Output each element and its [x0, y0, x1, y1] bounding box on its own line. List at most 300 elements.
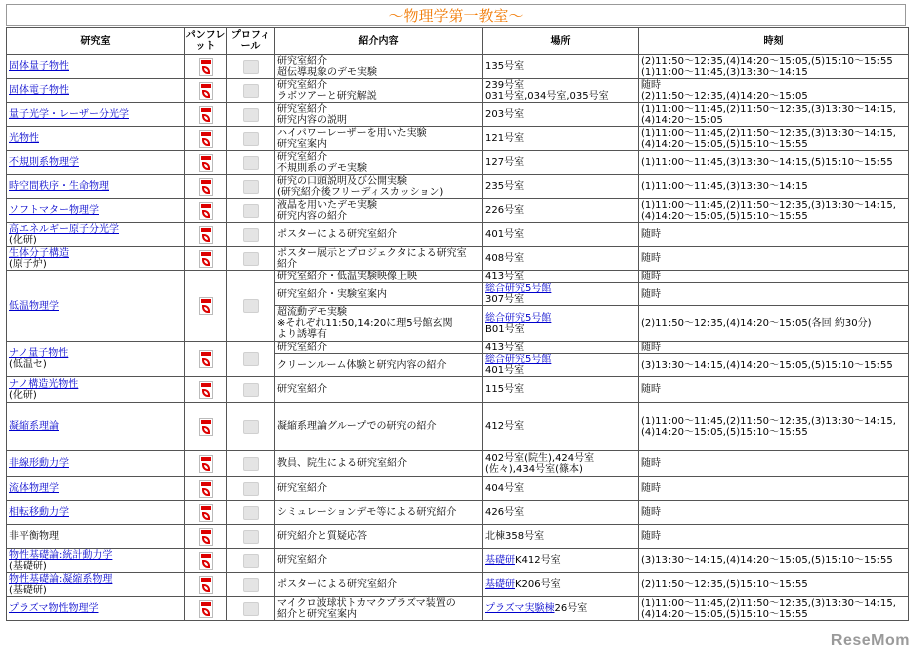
- intro-cell: [275, 55, 483, 79]
- lab-affiliation: (基礎研): [9, 584, 47, 596]
- lab-cell: [7, 451, 185, 477]
- intro-line: 研究室紹介: [277, 555, 327, 566]
- time-line: 随時: [641, 531, 661, 542]
- intro-cell: [275, 199, 483, 223]
- profile-icon[interactable]: [243, 602, 259, 616]
- lab-link[interactable]: ソフトマター物理学: [9, 205, 99, 216]
- header-time: 時刻: [639, 28, 909, 55]
- lab-cell: [7, 501, 185, 525]
- lab-affiliation: (基礎研): [9, 560, 47, 572]
- profile-icon[interactable]: [243, 530, 259, 544]
- pdf-icon[interactable]: [199, 600, 213, 618]
- intro-cell: [275, 342, 483, 354]
- intro-line: 研究室紹介: [277, 55, 327, 67]
- intro-line: マイクロ波球状トカマクプラズマ装置の: [277, 597, 456, 609]
- pamphlet-cell: [185, 477, 227, 501]
- profile-icon[interactable]: [243, 252, 259, 266]
- pamphlet-cell: [185, 79, 227, 103]
- place-cell: [483, 597, 639, 621]
- pdf-icon[interactable]: [199, 480, 213, 498]
- pdf-icon[interactable]: [199, 82, 213, 100]
- place-cell: [483, 573, 639, 597]
- table-row: [7, 377, 909, 403]
- profile-cell: [227, 342, 275, 377]
- lab-affiliation: (化研): [9, 389, 37, 401]
- intro-cell: [275, 306, 483, 342]
- time-cell: [639, 597, 909, 621]
- profile-cell: [227, 501, 275, 525]
- table-row: [7, 271, 909, 283]
- pamphlet-cell: [185, 199, 227, 223]
- intro-line: 研究の口頭説明及び公開実験: [277, 175, 407, 187]
- lab-link[interactable]: プラズマ物性物理学: [9, 603, 99, 614]
- place-link[interactable]: 基礎研: [485, 555, 515, 566]
- pdf-icon[interactable]: [199, 528, 213, 546]
- intro-line: より誘導有: [277, 329, 327, 340]
- table-row: [7, 451, 909, 477]
- profile-cell: [227, 271, 275, 342]
- lab-cell: [7, 573, 185, 597]
- table-row: [7, 127, 909, 151]
- lab-link[interactable]: ナノ量子物性: [9, 348, 69, 359]
- place-room: K412号室: [515, 555, 561, 566]
- time-cell: [639, 223, 909, 247]
- lab-cell: [7, 79, 185, 103]
- place-room: 135号室: [485, 61, 525, 72]
- pdf-icon[interactable]: [199, 576, 213, 594]
- pamphlet-cell: [185, 501, 227, 525]
- intro-cell: [275, 525, 483, 549]
- profile-icon[interactable]: [243, 132, 259, 146]
- lab-link[interactable]: 凝縮系理論: [9, 421, 59, 432]
- time-line: 随時: [641, 458, 661, 469]
- place-cell: [483, 377, 639, 403]
- pdf-icon[interactable]: [199, 250, 213, 268]
- place-room: 412号室: [485, 421, 525, 432]
- lab-cell: [7, 199, 185, 223]
- lab-cell: [7, 223, 185, 247]
- profile-icon[interactable]: [243, 108, 259, 122]
- time-cell: [639, 451, 909, 477]
- lab-link[interactable]: 物性基礎論:凝縮系物理: [9, 573, 113, 585]
- time-cell: [639, 79, 909, 103]
- place-cell: [483, 271, 639, 283]
- profile-cell: [227, 199, 275, 223]
- time-cell: [639, 342, 909, 354]
- time-line: (1)11:00～11:45,(3)13:30～14:15,(5)15:10～15:55: [641, 157, 893, 168]
- profile-cell: [227, 451, 275, 477]
- intro-cell: [275, 377, 483, 403]
- intro-cell: [275, 79, 483, 103]
- intro-cell: [275, 151, 483, 175]
- time-line: (3)13:30～14:15,(4)14:20～15:05,(5)15:10～15:55: [641, 359, 893, 371]
- place-room: 408号室: [485, 253, 525, 264]
- profile-icon[interactable]: [243, 204, 259, 218]
- profile-icon[interactable]: [243, 554, 259, 568]
- time-cell: [639, 477, 909, 501]
- place-room: 239号室: [485, 79, 525, 91]
- time-line: 随時: [641, 253, 661, 264]
- time-line: (1)11:00～11:45,(2)11:50～12:35,(3)13:30～14:15,: [641, 199, 896, 211]
- place-cell: [483, 451, 639, 477]
- table-row: [7, 151, 909, 175]
- profile-cell: [227, 549, 275, 573]
- lab-link[interactable]: 物性基礎論:統計動力学: [9, 549, 113, 561]
- time-cell: [639, 501, 909, 525]
- intro-line: ラボツアーと研究解説: [277, 90, 377, 102]
- intro-line: 研究室紹介・実験室案内: [277, 288, 387, 300]
- place-room: 121号室: [485, 133, 525, 144]
- pdf-icon[interactable]: [199, 350, 213, 368]
- time-cell: [639, 247, 909, 271]
- pamphlet-cell: [185, 127, 227, 151]
- place-cell: [483, 175, 639, 199]
- header-lab: 研究室: [7, 28, 185, 55]
- time-line: 随時: [641, 288, 661, 300]
- time-cell: [639, 175, 909, 199]
- lab-link[interactable]: 高エネルギー原子分光学: [9, 223, 119, 235]
- place-room: 307号室: [485, 294, 525, 305]
- intro-cell: [275, 283, 483, 306]
- place-cell: [483, 549, 639, 573]
- table-row: [7, 342, 909, 354]
- time-cell: [639, 151, 909, 175]
- time-cell: [639, 573, 909, 597]
- profile-cell: [227, 223, 275, 247]
- pamphlet-cell: [185, 403, 227, 451]
- place-cell: [483, 403, 639, 451]
- time-line: (4)14:20～15:05,(5)15:10～15:55: [641, 426, 808, 438]
- profile-icon[interactable]: [243, 180, 259, 194]
- table-row: [7, 223, 909, 247]
- intro-line: 紹介: [277, 258, 297, 270]
- pdf-icon[interactable]: [199, 455, 213, 473]
- intro-line: 研究紹介と質疑応答: [277, 531, 367, 542]
- pdf-icon[interactable]: [199, 154, 213, 172]
- place-cell: [483, 354, 639, 377]
- profile-cell: [227, 103, 275, 127]
- watermark-logo: ReseMom: [830, 632, 910, 649]
- place-room: 404号室: [485, 483, 525, 494]
- place-link[interactable]: 基礎研: [485, 579, 515, 590]
- place-cell: [483, 247, 639, 271]
- intro-cell: [275, 175, 483, 199]
- place-room: 115号室: [485, 384, 525, 395]
- pdf-icon[interactable]: [199, 130, 213, 148]
- table-row: [7, 597, 909, 621]
- lab-cell: [7, 175, 185, 199]
- intro-cell: [275, 223, 483, 247]
- table-row: [7, 247, 909, 271]
- lab-link[interactable]: 低温物理学: [9, 300, 59, 312]
- time-line: (2)11:50～12:35,(5)15:10～15:55: [641, 579, 808, 590]
- lab-link[interactable]: 不規則系物理学: [9, 157, 79, 168]
- pdf-icon[interactable]: [199, 418, 213, 436]
- pamphlet-cell: [185, 525, 227, 549]
- place-room: 413号室: [485, 342, 525, 353]
- pdf-icon[interactable]: [199, 381, 213, 399]
- time-line: (4)14:20～15:05,(5)15:10～15:55: [641, 138, 808, 150]
- table-row: [7, 79, 909, 103]
- time-cell: [639, 354, 909, 377]
- profile-icon[interactable]: [243, 506, 259, 520]
- lab-table: [6, 27, 909, 621]
- time-line: (1)11:00～11:45,(2)11:50～12:35,(3)13:30～14:15,: [641, 127, 896, 139]
- intro-line: 研究室紹介: [277, 79, 327, 91]
- pdf-icon[interactable]: [199, 552, 213, 570]
- intro-line: (研究紹介後フリーディスカッション): [277, 186, 444, 198]
- place-cell: [483, 223, 639, 247]
- table-row: [7, 501, 909, 525]
- place-cell: [483, 55, 639, 79]
- pdf-icon[interactable]: [199, 504, 213, 522]
- profile-cell: [227, 79, 275, 103]
- time-line: 随時: [641, 483, 661, 494]
- place-room: (佐々),434号室(篠本): [485, 463, 583, 475]
- profile-icon[interactable]: [243, 156, 259, 170]
- place-room: B01号室: [485, 323, 525, 335]
- profile-icon[interactable]: [243, 299, 259, 313]
- time-cell: [639, 283, 909, 306]
- place-cell: [483, 477, 639, 501]
- pamphlet-cell: [185, 549, 227, 573]
- table-row: [7, 525, 909, 549]
- table-row: [7, 55, 909, 79]
- intro-cell: [275, 573, 483, 597]
- place-cell: [483, 79, 639, 103]
- table-row: [7, 477, 909, 501]
- intro-cell: [275, 103, 483, 127]
- lab-link[interactable]: 固体量子物性: [9, 61, 69, 72]
- place-room: 426号室: [485, 507, 525, 518]
- lab-affiliation: (化研): [9, 234, 37, 246]
- intro-line: 凝縮系理論グループでの研究の紹介: [277, 421, 437, 432]
- header-profile: プロフィール: [227, 28, 275, 55]
- intro-line: ポスターによる研究室紹介: [277, 229, 397, 240]
- profile-cell: [227, 247, 275, 271]
- place-room: 401号室: [485, 365, 525, 376]
- lab-link[interactable]: 相転移動力学: [9, 507, 69, 518]
- pdf-icon[interactable]: [199, 202, 213, 220]
- pamphlet-cell: [185, 55, 227, 79]
- table-row: [7, 199, 909, 223]
- pdf-icon[interactable]: [199, 106, 213, 124]
- place-link[interactable]: 総合研究5号館: [485, 312, 552, 324]
- profile-cell: [227, 573, 275, 597]
- time-line: (1)11:00～11:45,(3)13:30～14:15: [641, 66, 808, 78]
- pamphlet-cell: [185, 342, 227, 377]
- pamphlet-cell: [185, 223, 227, 247]
- profile-cell: [227, 525, 275, 549]
- place-room: 413号室: [485, 271, 525, 282]
- lab-cell: [7, 525, 185, 549]
- lab-name: 非平衡物理: [9, 531, 59, 542]
- place-cell: [483, 306, 639, 342]
- intro-cell: [275, 477, 483, 501]
- header-place: 場所: [483, 28, 639, 55]
- pdf-icon[interactable]: [199, 297, 213, 315]
- time-line: (2)11:50～12:35,(4)14:20～15:05(各回 約30分): [641, 318, 872, 329]
- pamphlet-cell: [185, 597, 227, 621]
- time-line: (1)11:00～11:45,(2)11:50～12:35,(3)13:30～14:15,: [641, 415, 896, 427]
- intro-line: ※それぞれ11:50,14:20に理5号館玄関: [277, 318, 453, 329]
- intro-line: 研究室紹介: [277, 483, 327, 494]
- pdf-icon[interactable]: [199, 178, 213, 196]
- place-link[interactable]: プラズマ実験棟: [485, 603, 555, 614]
- intro-line: 液晶を用いたデモ実験: [277, 199, 377, 211]
- lab-link[interactable]: 量子光学・レーザー分光学: [9, 109, 129, 120]
- place-cell: [483, 501, 639, 525]
- lab-cell: [7, 477, 185, 501]
- header-row: [7, 28, 909, 55]
- table-row: [7, 403, 909, 451]
- lab-cell: [7, 151, 185, 175]
- pamphlet-cell: [185, 247, 227, 271]
- profile-cell: [227, 477, 275, 501]
- time-line: 随時: [641, 384, 661, 395]
- intro-line: 研究室紹介: [277, 342, 327, 353]
- intro-cell: [275, 549, 483, 573]
- lab-cell: [7, 127, 185, 151]
- place-room: 203号室: [485, 109, 525, 120]
- pdf-icon[interactable]: [199, 58, 213, 76]
- lab-cell: [7, 247, 185, 271]
- place-room: 402号室(院生),424号室: [485, 452, 595, 464]
- time-cell: [639, 377, 909, 403]
- place-link[interactable]: 総合研究5号館: [485, 354, 552, 365]
- place-room: 031号室,034号室,035号室: [485, 90, 609, 102]
- lab-link[interactable]: 光物性: [9, 133, 39, 144]
- profile-cell: [227, 597, 275, 621]
- table-row: [7, 103, 909, 127]
- place-link[interactable]: 総合研究5号館: [485, 283, 552, 294]
- profile-icon[interactable]: [243, 228, 259, 242]
- table-body: [7, 55, 909, 621]
- header-intro: 紹介内容: [275, 28, 483, 55]
- pamphlet-cell: [185, 573, 227, 597]
- intro-line: 不規則系のデモ実験: [277, 162, 367, 174]
- pamphlet-cell: [185, 175, 227, 199]
- intro-line: ポスターによる研究室紹介: [277, 579, 397, 590]
- time-line: (1)11:00～11:45,(2)11:50～12:35,(3)13:30～14:15,: [641, 597, 896, 609]
- time-line: 随時: [641, 229, 661, 240]
- intro-line: 研究室案内: [277, 138, 327, 150]
- pamphlet-cell: [185, 271, 227, 342]
- lab-cell: [7, 597, 185, 621]
- profile-icon[interactable]: [243, 420, 259, 434]
- profile-cell: [227, 151, 275, 175]
- intro-cell: [275, 127, 483, 151]
- time-line: (4)14:20～15:05,(5)15:10～15:55: [641, 210, 808, 222]
- time-cell: [639, 549, 909, 573]
- profile-icon[interactable]: [243, 84, 259, 98]
- profile-cell: [227, 127, 275, 151]
- pdf-icon[interactable]: [199, 226, 213, 244]
- intro-cell: [275, 501, 483, 525]
- time-line: (2)11:50～12:35,(4)14:20～15:05,(5)15:10～15:55: [641, 55, 893, 67]
- intro-line: 研究室紹介: [277, 384, 327, 395]
- place-room: 226号室: [485, 205, 525, 216]
- intro-line: シミュレーションデモ等による研究紹介: [277, 507, 457, 518]
- profile-icon[interactable]: [243, 60, 259, 74]
- intro-cell: [275, 403, 483, 451]
- intro-line: 研究内容の紹介: [277, 210, 347, 222]
- lab-link[interactable]: 非線形動力学: [9, 458, 69, 469]
- time-line: (2)11:50～12:35,(4)14:20～15:05: [641, 90, 808, 102]
- time-line: (4)14:20～15:05: [641, 114, 723, 126]
- lab-cell: [7, 55, 185, 79]
- time-cell: [639, 55, 909, 79]
- place-cell: [483, 199, 639, 223]
- time-line: (1)11:00～11:45,(2)11:50～12:35,(3)13:30～14:15,: [641, 103, 896, 115]
- time-line: 随時: [641, 342, 661, 353]
- place-room: K206号室: [515, 579, 561, 590]
- time-cell: [639, 271, 909, 283]
- place-cell: [483, 127, 639, 151]
- place-cell: [483, 342, 639, 354]
- time-cell: [639, 525, 909, 549]
- intro-cell: [275, 354, 483, 377]
- time-line: (4)14:20～15:05,(5)15:10～15:55: [641, 608, 808, 620]
- lab-link[interactable]: ナノ構造光物性: [9, 378, 79, 390]
- table-row: [7, 549, 909, 573]
- profile-cell: [227, 377, 275, 403]
- lab-link[interactable]: 流体物理学: [9, 483, 59, 494]
- profile-icon[interactable]: [243, 383, 259, 397]
- place-room: 北棟358号室: [485, 531, 545, 542]
- page-title: ～物理学第一教室～: [6, 4, 906, 26]
- time-line: 随時: [641, 507, 661, 518]
- intro-line: 研究室紹介・低温実験映像上映: [277, 271, 417, 282]
- profile-icon[interactable]: [243, 457, 259, 471]
- lab-cell: [7, 103, 185, 127]
- intro-line: 研究室紹介: [277, 103, 327, 115]
- place-room: 235号室: [485, 181, 525, 192]
- lab-cell: [7, 271, 185, 342]
- intro-cell: [275, 597, 483, 621]
- profile-cell: [227, 55, 275, 79]
- table-row: [7, 573, 909, 597]
- intro-line: 紹介と研究室案内: [277, 608, 357, 620]
- intro-line: クリーンルーム体験と研究内容の紹介: [277, 359, 447, 371]
- place-cell: [483, 103, 639, 127]
- time-cell: [639, 199, 909, 223]
- lab-link[interactable]: 生体分子構造: [9, 247, 69, 259]
- profile-icon[interactable]: [243, 482, 259, 496]
- intro-line: ハイパワーレーザーを用いた実験: [277, 127, 427, 139]
- time-line: 随時: [641, 271, 661, 282]
- lab-link[interactable]: 固体電子物性: [9, 85, 69, 96]
- intro-line: ポスター展示とプロジェクタによる研究室: [277, 247, 467, 259]
- pamphlet-cell: [185, 151, 227, 175]
- table-row: [7, 175, 909, 199]
- intro-line: 超伝導現象のデモ実験: [277, 66, 377, 78]
- profile-cell: [227, 175, 275, 199]
- intro-line: 研究内容の説明: [277, 114, 347, 126]
- pamphlet-cell: [185, 103, 227, 127]
- lab-cell: [7, 377, 185, 403]
- intro-line: 教員、院生による研究室紹介: [277, 458, 407, 469]
- place-cell: [483, 151, 639, 175]
- profile-icon[interactable]: [243, 352, 259, 366]
- profile-icon[interactable]: [243, 578, 259, 592]
- lab-cell: [7, 342, 185, 377]
- lab-link[interactable]: 時空間秩序・生命物理: [9, 181, 109, 192]
- intro-line: 研究室紹介: [277, 151, 327, 163]
- lab-cell: [7, 403, 185, 451]
- place-room: 26号室: [554, 603, 588, 614]
- lab-affiliation: (低温セ): [9, 359, 47, 370]
